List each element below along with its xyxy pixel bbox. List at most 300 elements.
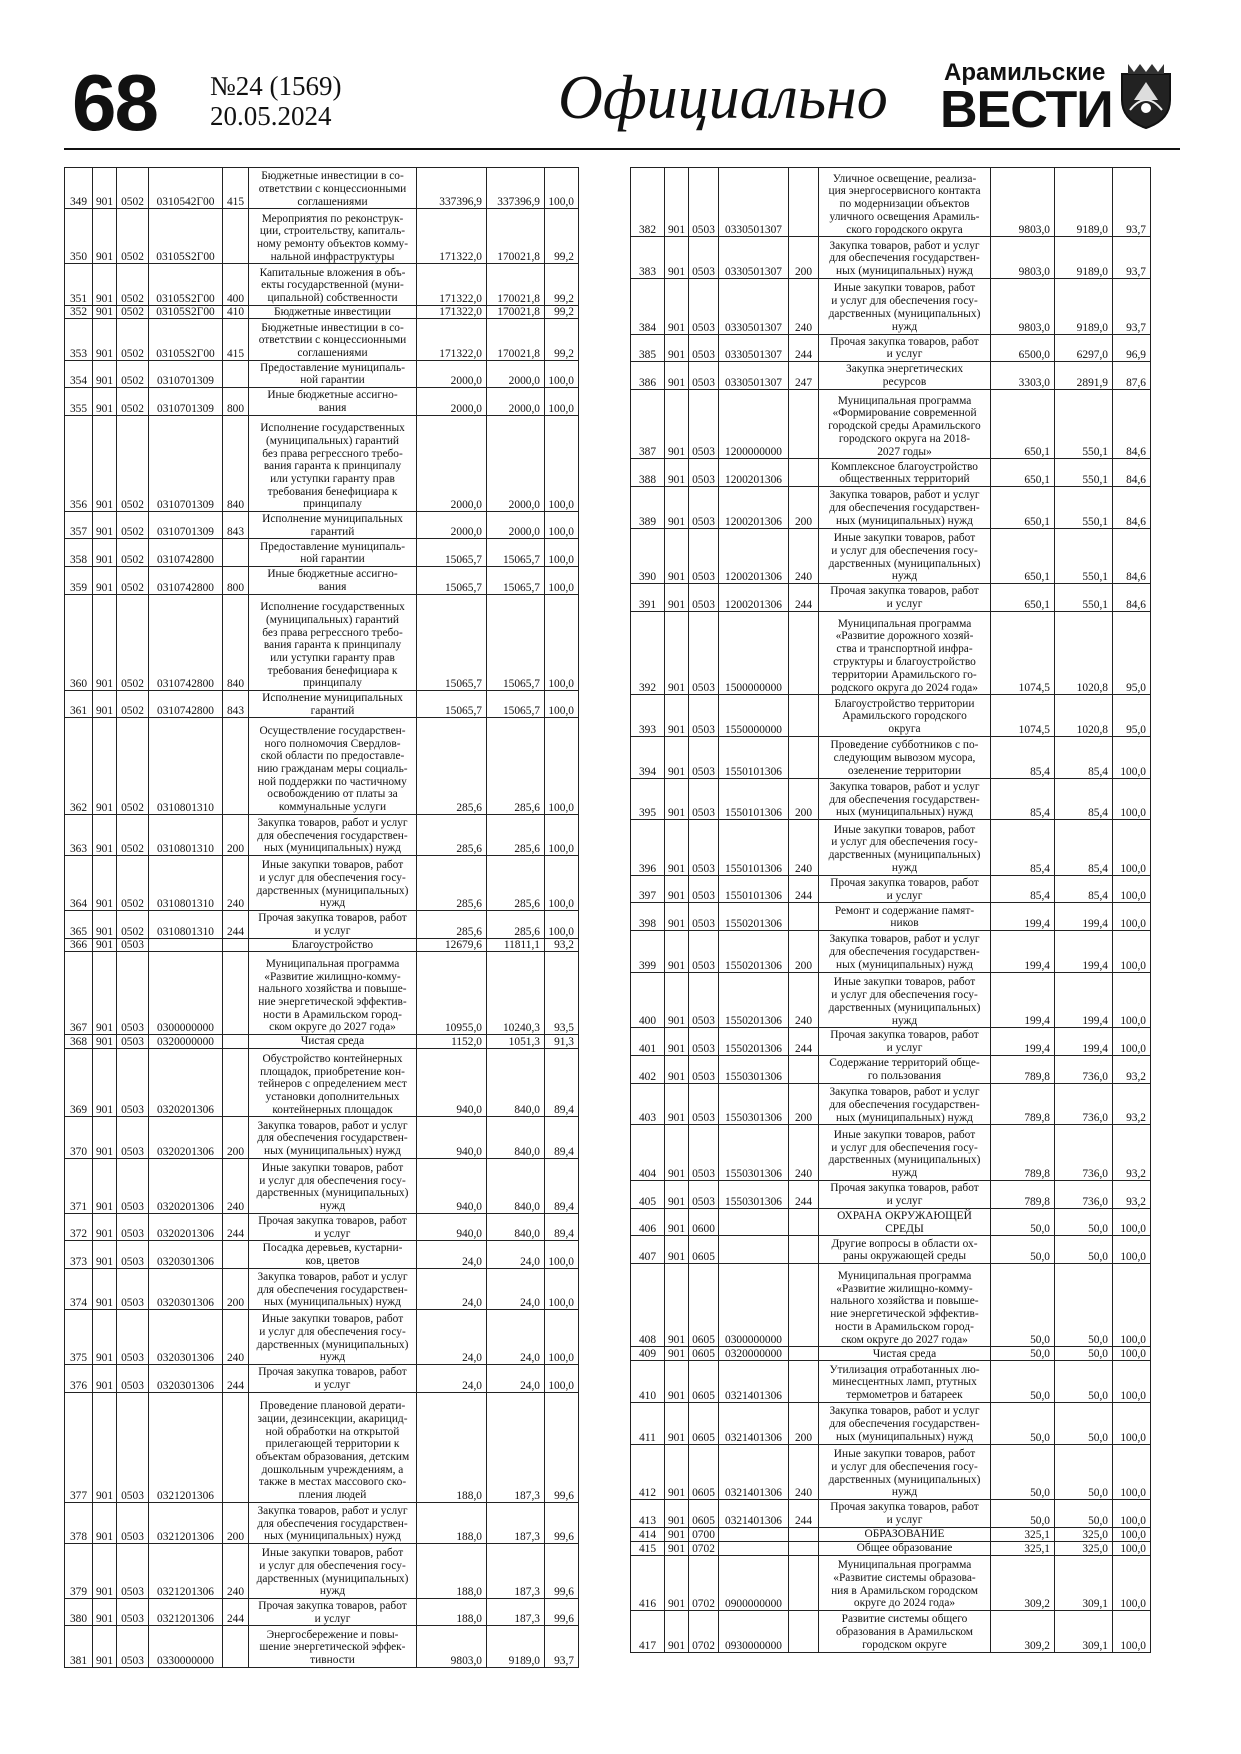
ministry-code: 901	[665, 362, 689, 390]
actual-amount: 50,0	[1055, 1347, 1113, 1361]
expense-type-code: 200	[223, 1502, 249, 1543]
row-description: Общее образование	[819, 1541, 991, 1555]
expense-type-code	[223, 539, 249, 567]
actual-amount: 199,4	[1055, 903, 1113, 931]
section-code: 0503	[117, 1543, 149, 1598]
planned-amount: 940,0	[417, 1158, 487, 1213]
execution-percent: 93,2	[1113, 1056, 1151, 1084]
row-description: Капитальные вложения в объ- екты государственной (муни- ципальной) собственности	[249, 264, 417, 305]
planned-amount: 940,0	[417, 1117, 487, 1158]
row-description: Иные закупки товаров, работ и услуг для обеспечения госу- дарственных (муниципальных) нужд	[249, 1158, 417, 1213]
row-number: 391	[631, 584, 665, 612]
target-code: 0310801310	[149, 855, 223, 910]
expense-type-code: 843	[223, 690, 249, 718]
table-row	[65, 1502, 579, 1543]
section-code: 0502	[117, 855, 149, 910]
row-description: Осуществление государствен- ного полномочия Свердлов- ской области по предоставле- нию гражданам меры социаль- ной поддержки по частичному освобождению от платы за коммунальные услуги	[249, 718, 417, 814]
expense-type-code	[789, 459, 819, 487]
actual-amount: 199,4	[1055, 972, 1113, 1028]
ministry-code: 901	[93, 690, 117, 718]
brand-name-line1: Арамильские	[944, 59, 1106, 86]
row-description: Иные закупки товаров, работ и услуг для обеспечения госу- дарственных (муниципальных) нужд	[249, 855, 417, 910]
target-code: 0310742800	[149, 690, 223, 718]
target-code: 1550201306	[719, 972, 789, 1028]
execution-percent: 89,4	[545, 1048, 579, 1117]
row-number: 358	[65, 539, 93, 567]
table-row	[65, 511, 579, 539]
row-number: 414	[631, 1527, 665, 1541]
page-number: 68	[72, 58, 157, 147]
table-row	[65, 1598, 579, 1626]
table-row	[631, 584, 1151, 612]
target-code: 1550201306	[719, 1028, 789, 1056]
ministry-code: 901	[93, 319, 117, 360]
row-description: Прочая закупка товаров, работ и услуг	[819, 875, 991, 903]
table-row	[631, 362, 1151, 390]
table-row	[65, 594, 579, 690]
actual-amount: 50,0	[1055, 1264, 1113, 1347]
section-code: 0503	[689, 875, 719, 903]
row-number: 404	[631, 1125, 665, 1181]
row-description: Посадка деревьев, кустарни- ков, цветов	[249, 1241, 417, 1269]
execution-percent: 100,0	[545, 511, 579, 539]
ministry-code: 901	[93, 1502, 117, 1543]
row-description: Чистая среда	[249, 1034, 417, 1048]
actual-amount: 50,0	[1055, 1444, 1113, 1500]
ministry-code: 901	[665, 1264, 689, 1347]
expense-type-code: 244	[223, 1213, 249, 1241]
ministry-code: 901	[93, 1117, 117, 1158]
planned-amount: 285,6	[417, 718, 487, 814]
actual-amount: 550,1	[1055, 584, 1113, 612]
row-description: Предоставление муниципаль- ной гарантии	[249, 360, 417, 388]
actual-amount: 6297,0	[1055, 334, 1113, 362]
row-description: Прочая закупка товаров, работ и услуг	[249, 910, 417, 938]
row-description: Другие вопросы в области ох- раны окружающей среды	[819, 1236, 991, 1264]
ministry-code: 901	[665, 778, 689, 820]
section-code: 0503	[117, 938, 149, 952]
table-row	[631, 459, 1151, 487]
section-code: 0502	[117, 264, 149, 305]
planned-amount: 85,4	[991, 820, 1055, 876]
row-description: Энергосбережение и повы- шение энергетической эффек- тивности	[249, 1626, 417, 1667]
target-code: 1550301306	[719, 1083, 789, 1125]
execution-percent: 100,0	[545, 539, 579, 567]
section-code: 0503	[117, 1117, 149, 1158]
ministry-code: 901	[93, 511, 117, 539]
ministry-code: 901	[665, 1555, 689, 1611]
ministry-code: 901	[93, 388, 117, 416]
actual-amount: 50,0	[1055, 1402, 1113, 1444]
table-row	[65, 305, 579, 319]
actual-amount: 50,0	[1055, 1361, 1113, 1403]
planned-amount: 199,4	[991, 972, 1055, 1028]
table-row	[65, 566, 579, 594]
expense-type-code	[223, 952, 249, 1035]
planned-amount: 188,0	[417, 1598, 487, 1626]
row-description: Закупка товаров, работ и услуг для обеспечения государствен- ных (муниципальных) нужд	[249, 1117, 417, 1158]
ministry-code: 901	[93, 1598, 117, 1626]
expense-type-code: 240	[789, 528, 819, 584]
ministry-code: 901	[93, 594, 117, 690]
row-number: 380	[65, 1598, 93, 1626]
planned-amount: 2000,0	[417, 360, 487, 388]
execution-percent: 99,6	[545, 1392, 579, 1502]
section-code: 0502	[117, 594, 149, 690]
execution-percent: 84,6	[1113, 390, 1151, 459]
expense-type-code: 244	[789, 334, 819, 362]
row-number: 372	[65, 1213, 93, 1241]
table-row	[631, 1236, 1151, 1264]
row-number: 366	[65, 938, 93, 952]
table-row	[631, 1264, 1151, 1347]
row-description: Прочая закупка товаров, работ и услуг	[819, 334, 991, 362]
actual-amount: 1051,3	[487, 1034, 545, 1048]
actual-amount: 170021,8	[487, 305, 545, 319]
table-row	[65, 1241, 579, 1269]
coat-of-arms-icon	[1118, 60, 1174, 130]
execution-percent: 100,0	[1113, 1347, 1151, 1361]
table-row	[631, 931, 1151, 973]
target-code: 0320301306	[149, 1241, 223, 1269]
row-description: Закупка товаров, работ и услуг для обеспечения государствен- ных (муниципальных) нужд	[249, 814, 417, 855]
section-code: 0502	[117, 360, 149, 388]
table-row	[631, 279, 1151, 335]
section-code: 0503	[117, 1213, 149, 1241]
execution-percent: 100,0	[545, 168, 579, 209]
actual-amount: 24,0	[487, 1309, 545, 1364]
section-code: 0503	[689, 1028, 719, 1056]
target-code: 1200201306	[719, 528, 789, 584]
planned-amount: 650,1	[991, 584, 1055, 612]
table-row	[631, 168, 1151, 237]
planned-amount: 188,0	[417, 1502, 487, 1543]
row-description: Закупка товаров, работ и услуг для обеспечения государствен- ных (муниципальных) нужд	[819, 778, 991, 820]
execution-percent: 100,0	[1113, 931, 1151, 973]
expense-type-code: 200	[789, 931, 819, 973]
actual-amount: 309,1	[1055, 1611, 1113, 1653]
execution-percent: 84,6	[1113, 487, 1151, 529]
planned-amount: 2000,0	[417, 388, 487, 416]
actual-amount: 9189,0	[1055, 237, 1113, 279]
section-code: 0503	[117, 1502, 149, 1543]
execution-percent: 100,0	[545, 1365, 579, 1393]
target-code: 1550101306	[719, 736, 789, 778]
row-description: Закупка товаров, работ и услуг для обеспечения государствен- ных (муниципальных) нужд	[249, 1502, 417, 1543]
section-code: 0502	[117, 388, 149, 416]
row-number: 349	[65, 168, 93, 209]
actual-amount: 550,1	[1055, 528, 1113, 584]
planned-amount: 50,0	[991, 1264, 1055, 1347]
row-description: Ремонт и содержание памят- ников	[819, 903, 991, 931]
target-code: 0310742800	[149, 566, 223, 594]
expense-type-code: 800	[223, 388, 249, 416]
actual-amount: 325,0	[1055, 1527, 1113, 1541]
planned-amount: 10955,0	[417, 952, 487, 1035]
planned-amount: 85,4	[991, 875, 1055, 903]
ministry-code: 901	[93, 718, 117, 814]
ministry-code: 901	[665, 487, 689, 529]
target-code: 0330501307	[719, 362, 789, 390]
planned-amount: 24,0	[417, 1268, 487, 1309]
actual-amount: 11811,1	[487, 938, 545, 952]
ministry-code: 901	[93, 1241, 117, 1269]
row-number: 398	[631, 903, 665, 931]
planned-amount: 789,8	[991, 1056, 1055, 1084]
target-code: 0321201306	[149, 1543, 223, 1598]
actual-amount: 309,1	[1055, 1555, 1113, 1611]
ministry-code: 901	[93, 415, 117, 511]
planned-amount: 325,1	[991, 1541, 1055, 1555]
actual-amount: 285,6	[487, 718, 545, 814]
expense-type-code: 400	[223, 264, 249, 305]
section-code: 0503	[117, 1626, 149, 1667]
execution-percent: 100,0	[545, 415, 579, 511]
ministry-code: 901	[93, 938, 117, 952]
actual-amount: 736,0	[1055, 1125, 1113, 1181]
ministry-code: 901	[665, 695, 689, 737]
actual-amount: 840,0	[487, 1117, 545, 1158]
planned-amount: 789,8	[991, 1125, 1055, 1181]
table-row	[631, 1541, 1151, 1555]
table-row	[65, 415, 579, 511]
execution-percent: 100,0	[545, 1309, 579, 1364]
table-row	[65, 1626, 579, 1667]
planned-amount: 1074,5	[991, 695, 1055, 737]
target-code: 0900000000	[719, 1555, 789, 1611]
section-code: 0605	[689, 1402, 719, 1444]
actual-amount: 85,4	[1055, 875, 1113, 903]
row-description: Прочая закупка товаров, работ и услуг	[819, 1180, 991, 1208]
row-number: 378	[65, 1502, 93, 1543]
target-code: 0320201306	[149, 1158, 223, 1213]
expense-type-code	[789, 736, 819, 778]
section-code: 0503	[689, 736, 719, 778]
row-description: Бюджетные инвестиции в со- ответствии с концессионными соглашениями	[249, 168, 417, 209]
actual-amount: 187,3	[487, 1598, 545, 1626]
expense-type-code	[789, 1361, 819, 1403]
section-code: 0503	[117, 1598, 149, 1626]
row-number: 353	[65, 319, 93, 360]
planned-amount: 789,8	[991, 1083, 1055, 1125]
planned-amount: 789,8	[991, 1180, 1055, 1208]
row-number: 351	[65, 264, 93, 305]
table-row	[65, 1365, 579, 1393]
planned-amount: 337396,9	[417, 168, 487, 209]
row-number: 412	[631, 1444, 665, 1500]
planned-amount: 6500,0	[991, 334, 1055, 362]
table-row	[631, 1361, 1151, 1403]
table-row	[631, 334, 1151, 362]
ministry-code: 901	[665, 972, 689, 1028]
row-description: Проведение субботников с по- следующим вывозом мусора, озеленение территории	[819, 736, 991, 778]
planned-amount: 650,1	[991, 487, 1055, 529]
ministry-code: 901	[665, 1361, 689, 1403]
row-description: Обустройство контейнерных площадок, приобретение кон- тейнеров с определением мест установки дополнительных контейнерных площадок	[249, 1048, 417, 1117]
row-number: 381	[65, 1626, 93, 1667]
row-number: 374	[65, 1268, 93, 1309]
section-code: 0502	[117, 319, 149, 360]
expense-type-code	[789, 1208, 819, 1236]
row-description: Развитие системы общего образования в Арамильском городском округе	[819, 1611, 991, 1653]
ministry-code: 901	[665, 875, 689, 903]
table-row	[65, 1392, 579, 1502]
execution-percent: 100,0	[1113, 1236, 1151, 1264]
row-number: 413	[631, 1500, 665, 1528]
actual-amount: 337396,9	[487, 168, 545, 209]
ministry-code: 901	[665, 1083, 689, 1125]
row-description: Закупка товаров, работ и услуг для обеспечения государствен- ных (муниципальных) нужд	[819, 1083, 991, 1125]
actual-amount: 15065,7	[487, 539, 545, 567]
target-code: 1200201306	[719, 487, 789, 529]
planned-amount: 285,6	[417, 814, 487, 855]
target-code: 0310742800	[149, 594, 223, 690]
row-number: 352	[65, 305, 93, 319]
expense-type-code: 410	[223, 305, 249, 319]
row-number: 405	[631, 1180, 665, 1208]
row-number: 350	[65, 209, 93, 264]
execution-percent: 99,2	[545, 319, 579, 360]
actual-amount: 550,1	[1055, 390, 1113, 459]
expense-type-code: 240	[789, 1125, 819, 1181]
section-code: 0503	[689, 279, 719, 335]
planned-amount: 12679,6	[417, 938, 487, 952]
section-code: 0702	[689, 1611, 719, 1653]
planned-amount: 1074,5	[991, 612, 1055, 695]
ministry-code: 901	[665, 612, 689, 695]
row-number: 382	[631, 168, 665, 237]
row-description: Закупка товаров, работ и услуг для обеспечения государствен- ных (муниципальных) нужд	[819, 487, 991, 529]
table-row	[631, 736, 1151, 778]
section-code: 0605	[689, 1500, 719, 1528]
row-number: 394	[631, 736, 665, 778]
row-description: Содержание территорий обще- го пользования	[819, 1056, 991, 1084]
target-code: 0310801310	[149, 910, 223, 938]
expense-type-code: 200	[789, 237, 819, 279]
ministry-code: 901	[93, 360, 117, 388]
actual-amount: 15065,7	[487, 594, 545, 690]
section-code: 0503	[117, 1309, 149, 1364]
execution-percent: 100,0	[545, 814, 579, 855]
planned-amount: 9803,0	[991, 279, 1055, 335]
planned-amount: 50,0	[991, 1347, 1055, 1361]
section-code: 0502	[117, 814, 149, 855]
target-code: 1550101306	[719, 778, 789, 820]
left-table-column	[64, 167, 579, 1668]
target-code: 0320301306	[149, 1309, 223, 1364]
row-description: Муниципальная программа «Развитие системы образова- ния в Арамильском городском округе до 2024 года»	[819, 1555, 991, 1611]
ministry-code: 901	[93, 1158, 117, 1213]
row-number: 379	[65, 1543, 93, 1598]
expense-type-code: 244	[223, 1598, 249, 1626]
target-code: 0330501307	[719, 237, 789, 279]
section-code: 0605	[689, 1444, 719, 1500]
ministry-code: 901	[665, 528, 689, 584]
expense-type-code	[789, 612, 819, 695]
row-number: 393	[631, 695, 665, 737]
row-number: 368	[65, 1034, 93, 1048]
target-code: 1200201306	[719, 584, 789, 612]
actual-amount: 50,0	[1055, 1500, 1113, 1528]
expense-type-code: 247	[789, 362, 819, 390]
row-description: Исполнение государственных (муниципальных) гарантий без права регрессного требо- вания гаранта к принципалу или уступки гаранту прав требования бенефициара к принципалу	[249, 594, 417, 690]
row-number: 399	[631, 931, 665, 973]
planned-amount: 9803,0	[991, 168, 1055, 237]
planned-amount: 15065,7	[417, 566, 487, 594]
section-code: 0503	[117, 952, 149, 1035]
expense-type-code	[789, 1527, 819, 1541]
table-row	[65, 910, 579, 938]
target-code	[719, 1541, 789, 1555]
row-number: 362	[65, 718, 93, 814]
target-code: 1500000000	[719, 612, 789, 695]
planned-amount: 15065,7	[417, 690, 487, 718]
planned-amount: 940,0	[417, 1213, 487, 1241]
row-number: 373	[65, 1241, 93, 1269]
target-code: 0320201306	[149, 1117, 223, 1158]
actual-amount: 1020,8	[1055, 612, 1113, 695]
expense-type-code	[789, 1347, 819, 1361]
row-number: 364	[65, 855, 93, 910]
section-code: 0503	[689, 820, 719, 876]
row-number: 402	[631, 1056, 665, 1084]
execution-percent: 93,7	[545, 1626, 579, 1667]
row-description: Закупка энергетических ресурсов	[819, 362, 991, 390]
row-description: Муниципальная программа «Развитие дорожного хозяй- ства и транспортной инфра- структуры и благоустройство территории Арамильского го- родского округа до 2024 года»	[819, 612, 991, 695]
section-title: Официально	[558, 64, 888, 132]
row-description: Утилизация отработанных лю- минесцентных ламп, ртутных термометров и батареек	[819, 1361, 991, 1403]
table-row	[65, 168, 579, 209]
expense-type-code	[789, 1611, 819, 1653]
planned-amount: 50,0	[991, 1500, 1055, 1528]
actual-amount: 1020,8	[1055, 695, 1113, 737]
row-number: 409	[631, 1347, 665, 1361]
actual-amount: 2000,0	[487, 388, 545, 416]
planned-amount: 24,0	[417, 1241, 487, 1269]
row-number: 410	[631, 1361, 665, 1403]
expense-type-code: 415	[223, 319, 249, 360]
row-number: 396	[631, 820, 665, 876]
section-code: 0600	[689, 1208, 719, 1236]
ministry-code: 901	[93, 1034, 117, 1048]
execution-percent: 93,7	[1113, 168, 1151, 237]
ministry-code: 901	[93, 1213, 117, 1241]
expense-type-code	[223, 1626, 249, 1667]
ministry-code: 901	[665, 1402, 689, 1444]
expense-type-code	[223, 1034, 249, 1048]
execution-percent: 89,4	[545, 1213, 579, 1241]
ministry-code: 901	[665, 1180, 689, 1208]
row-description: Исполнение муниципальных гарантий	[249, 690, 417, 718]
target-code	[149, 938, 223, 952]
execution-percent: 93,2	[1113, 1180, 1151, 1208]
row-number: 403	[631, 1083, 665, 1125]
row-number: 390	[631, 528, 665, 584]
target-code: 1550000000	[719, 695, 789, 737]
target-code: 1550101306	[719, 820, 789, 876]
actual-amount: 187,3	[487, 1543, 545, 1598]
expense-type-code: 240	[789, 279, 819, 335]
ministry-code: 901	[93, 264, 117, 305]
table-row	[65, 1268, 579, 1309]
row-description: Иные закупки товаров, работ и услуг для обеспечения госу- дарственных (муниципальных) нужд	[249, 1309, 417, 1364]
execution-percent: 100,0	[545, 910, 579, 938]
issue-date: 20.05.2024	[210, 101, 332, 131]
section-code: 0605	[689, 1347, 719, 1361]
expense-type-code	[789, 1555, 819, 1611]
table-row	[65, 209, 579, 264]
row-number: 384	[631, 279, 665, 335]
